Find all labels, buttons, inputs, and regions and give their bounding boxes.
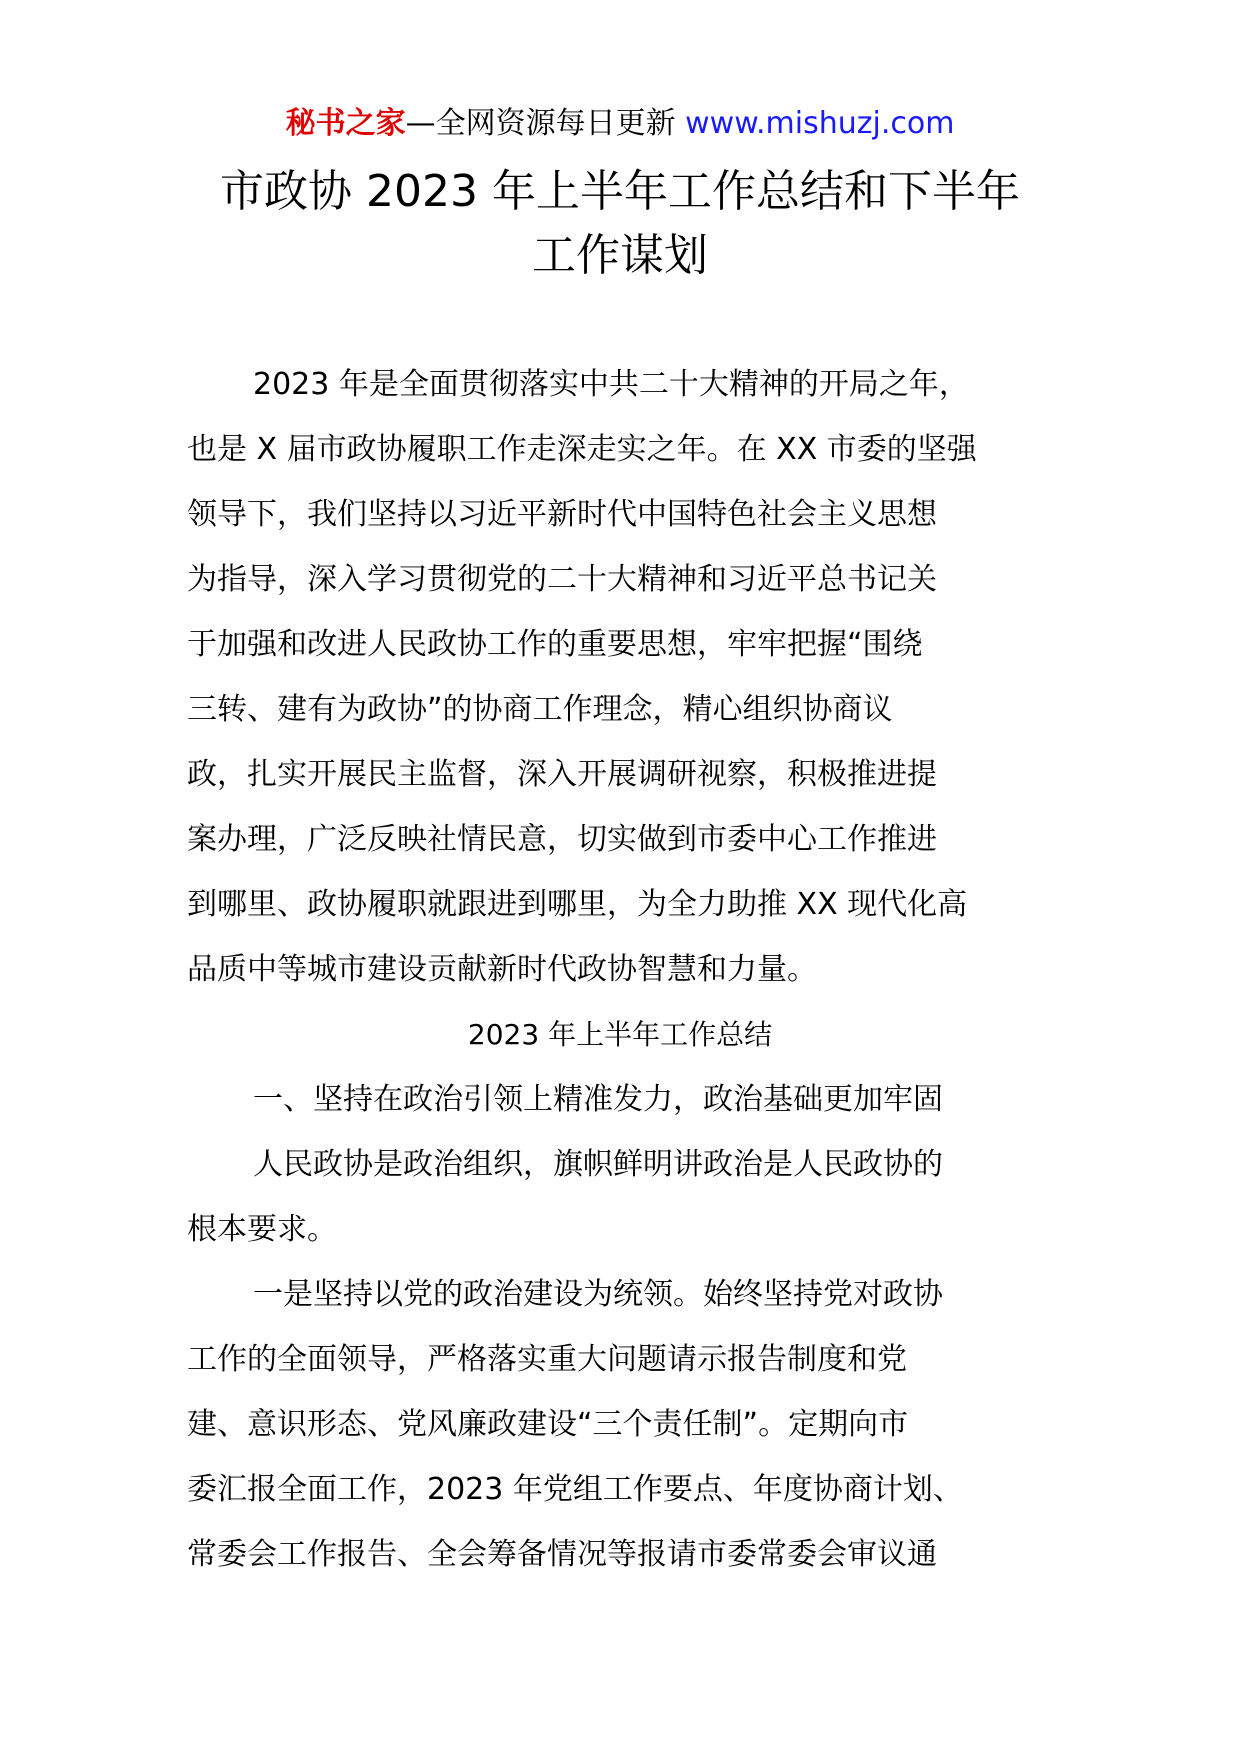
body-line: 案办理，广泛反映社情民意，切实做到市委中心工作推进 [187,822,937,857]
body-line: 委汇报全面工作，2023 年党组工作要点、年度协商计划、 [187,1472,963,1507]
body-line: 品质中等城市建设贡献新时代政协智慧和力量。 [187,952,817,987]
body-line: 根本要求。 [187,1212,337,1247]
document-title [0,160,1240,288]
body-line: 到哪里、政协履职就跟进到哪里，为全力助推 XX 现代化高 [187,887,968,922]
body-line: 人民政协是政治组织，旗帜鲜明讲政治是人民政协的 [253,1147,943,1182]
title-line-1: 市政协 2023 年上半年工作总结和下半年 [220,166,1020,217]
subsection-heading: 一、坚持在政治引领上精准发力，政治基础更加牢固 [253,1082,943,1117]
body-line: 也是 X 届市政协履职工作走深走实之年。在 XX 市委的坚强 [187,432,977,467]
title-line-2: 工作谋划 [532,230,708,281]
body-line: 一是坚持以党的政治建设为统领。始终坚持党对政协 [253,1277,943,1312]
banner-brand: 秘书之家 [285,106,406,141]
body-line: 工作的全面领导，严格落实重大问题请示报告制度和党 [187,1342,907,1377]
body-line: 三转、建有为政协”的协商工作理念，精心组织协商议 [187,692,893,727]
body-line: 常委会工作报告、全会筹备情况等报请市委常委会审议通 [187,1537,937,1572]
body-line: 于加强和改进人民政协工作的重要思想，牢牢把握“围绕 [187,627,923,662]
body-line: 领导下，我们坚持以习近平新时代中国特色社会主义思想 [187,497,937,532]
body-line: 建、意识形态、党风廉政建设“三个责任制”。定期向市 [187,1407,909,1442]
site-banner [0,104,1240,144]
section-heading: 2023 年上半年工作总结 [467,1018,773,1051]
document-body [187,352,1053,1587]
body-line: 2023 年是全面贯彻落实中共二十大精神的开局之年， [253,367,969,402]
banner-url[interactable]: www.mishuzj.com [685,106,955,141]
banner-tagline: —全网资源每日更新 [405,106,676,141]
body-line: 为指导，深入学习贯彻党的二十大精神和习近平总书记关 [187,562,937,597]
body-line: 政，扎实开展民主监督，深入开展调研视察，积极推进提 [187,757,937,792]
